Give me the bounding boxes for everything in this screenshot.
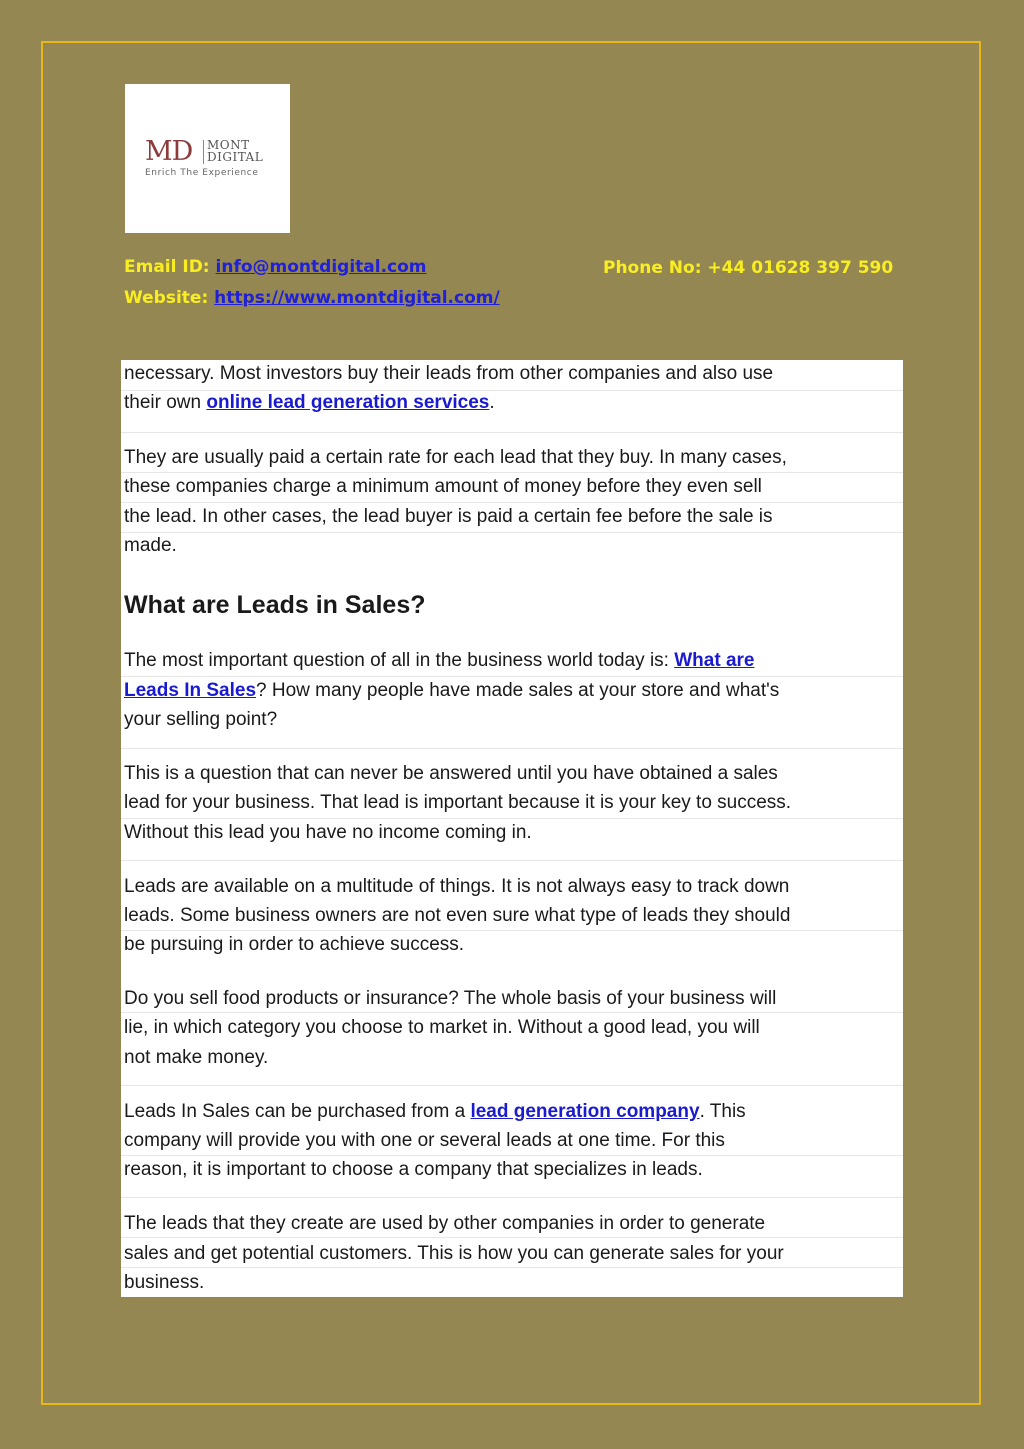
line-rule — [121, 1237, 903, 1238]
line-rule — [121, 390, 903, 391]
logo-divider — [203, 140, 204, 164]
paragraph-5-line-1: Leads are available on a multitude of things. It is not always easy to track down — [124, 876, 790, 897]
paragraph-7-line-3: reason, it is important to choose a company that specializes in leads. — [124, 1159, 703, 1180]
paragraph-2-line-3: the lead. In other cases, the lead buyer is paid a certain fee before the sale is — [124, 506, 773, 527]
paragraph-2-line-1: They are usually paid a certain rate for each lead that they buy. In many cases, — [124, 447, 787, 468]
text-run: ? How many people have made sales at your store and what's — [256, 680, 780, 701]
paragraph-3-line-1 — [124, 651, 754, 670]
line-rule — [121, 1155, 903, 1156]
paragraph-4-line-3: Without this lead you have no income coming in. — [124, 822, 532, 843]
paragraph-rule — [121, 748, 903, 749]
logo-name-line2: DIGITAL — [207, 150, 264, 164]
paragraph-1-line-2 — [124, 393, 495, 412]
what-are-leads-link-part2[interactable]: Leads In Sales — [124, 680, 257, 701]
online-lead-generation-link[interactable]: online lead generation services — [206, 392, 490, 413]
paragraph-rule — [121, 432, 903, 433]
line-rule — [121, 818, 903, 819]
phone-contact: Phone No: +44 01628 397 590 — [603, 258, 894, 278]
paragraph-6-line-2: lie, in which category you choose to market in. Without a good lead, you will — [124, 1017, 760, 1038]
paragraph-4-line-2: lead for your business. That lead is important because it is your key to success. — [124, 792, 792, 813]
email-link[interactable]: info@montdigital.com — [215, 257, 427, 277]
website-contact — [124, 290, 500, 307]
text-run: . — [489, 392, 495, 413]
lead-generation-company-link[interactable]: lead generation company — [470, 1101, 700, 1122]
line-rule — [121, 1012, 903, 1013]
paragraph-rule — [121, 1197, 903, 1198]
section-heading: What are Leads in Sales? — [124, 591, 426, 619]
paragraph-8-line-1: The leads that they create are used by other companies in order to generate — [124, 1213, 766, 1234]
website-link[interactable]: https://www.montdigital.com/ — [214, 288, 500, 308]
logo-name-line1: MONT — [207, 138, 250, 152]
text-run: . This — [699, 1101, 746, 1122]
text-run: Leads In Sales can be purchased from a — [124, 1101, 471, 1122]
website-label: Website: — [124, 288, 209, 308]
paragraph-rule — [121, 860, 903, 861]
line-rule — [121, 1267, 903, 1268]
paragraph-2-line-4: made. — [124, 535, 177, 556]
what-are-leads-link-part1[interactable]: What are — [674, 650, 755, 671]
logo-tagline: Enrich The Experience — [145, 168, 259, 178]
logo-wordmark — [207, 139, 263, 163]
paragraph-8-line-2: sales and get potential customers. This is how you can generate sales for your — [124, 1243, 784, 1264]
paragraph-3-line-2 — [124, 681, 779, 700]
line-rule — [121, 502, 903, 503]
email-label: Email ID: — [124, 257, 210, 277]
paragraph-6-line-3: not make money. — [124, 1047, 269, 1068]
company-logo — [125, 84, 290, 233]
logo-monogram: MD — [145, 136, 193, 167]
paragraph-7-line-1 — [124, 1102, 746, 1121]
paragraph-2-line-2: these companies charge a minimum amount of money before they even sell — [124, 476, 762, 497]
text-run: The most important question of all in the business world today is: — [124, 650, 675, 671]
article-body — [121, 360, 903, 1297]
paragraph-3-line-3: your selling point? — [124, 709, 278, 730]
text-run: their own — [124, 392, 207, 413]
paragraph-5-line-2: leads. Some business owners are not even sure what type of leads they should — [124, 905, 791, 926]
line-rule — [121, 472, 903, 473]
paragraph-4-line-1: This is a question that can never be answered until you have obtained a sales — [124, 763, 778, 784]
paragraph-5-line-3: be pursuing in order to achieve success. — [124, 934, 465, 955]
paragraph-8-line-3: business. — [124, 1272, 205, 1293]
paragraph-rule — [121, 1085, 903, 1086]
paragraph-6-line-1: Do you sell food products or insurance? The whole basis of your business will — [124, 988, 777, 1009]
line-rule — [121, 532, 903, 533]
paragraph-7-line-2: company will provide you with one or several leads at one time. For this — [124, 1130, 725, 1151]
email-contact — [124, 259, 427, 276]
line-rule — [121, 930, 903, 931]
line-rule — [121, 676, 903, 677]
paragraph-1-line-1: necessary. Most investors buy their leads from other companies and also use — [124, 363, 774, 384]
